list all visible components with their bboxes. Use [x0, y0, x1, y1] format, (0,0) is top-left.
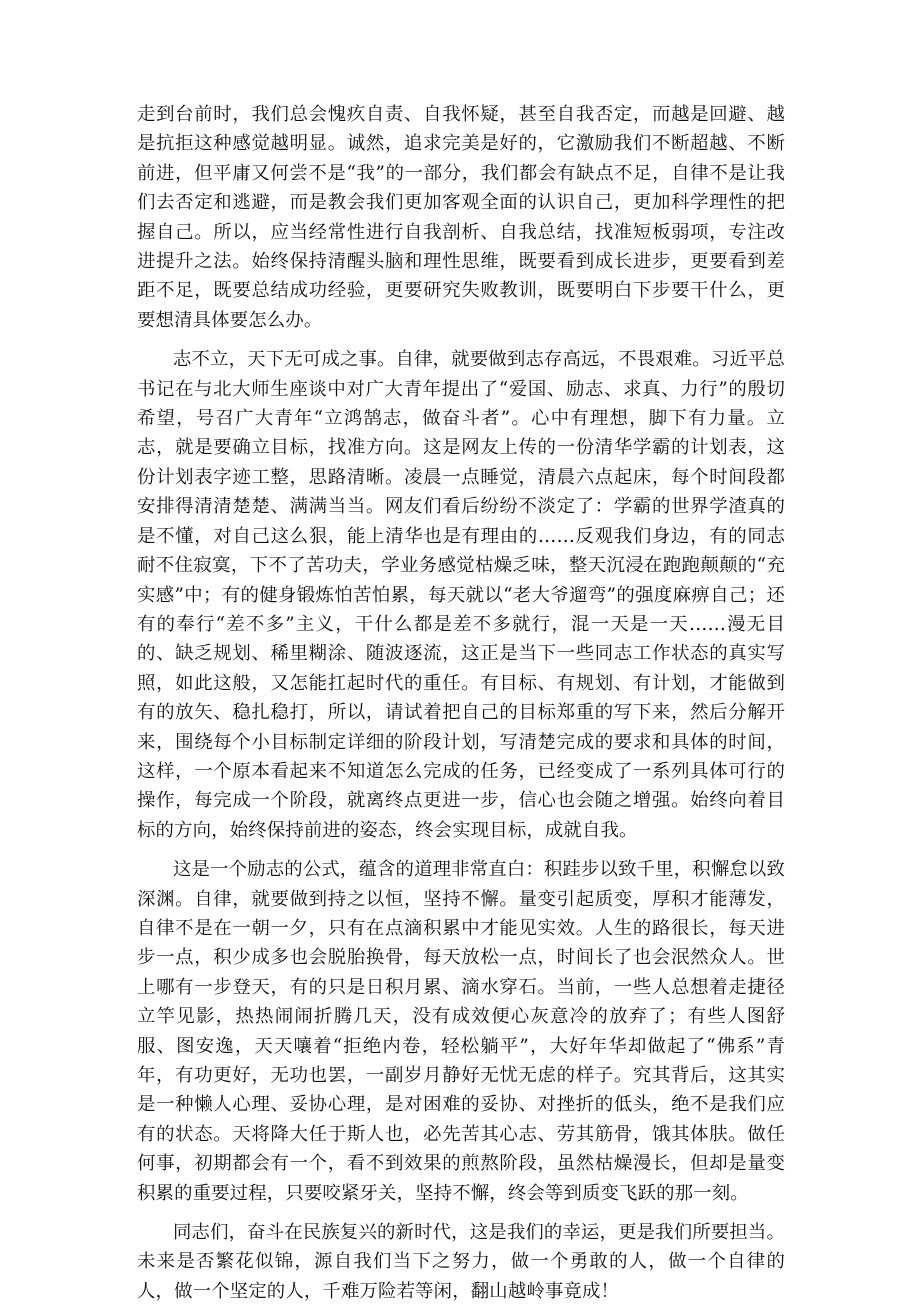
paragraph-2: 志不立，天下无可成之事。自律，就要做到志存高远，不畏艰难。习近平总书记在与北大师生座谈中对广大青年提出了“爱国、励志、求真、力行”的殷切希望，号召广大青年“立鸿鹄志，做奋斗者”。心中有理想，脚下有力量。立志，就是要确立目标，找准方向。这是网友上传的一份清华学霸的计划表，这份计划表字迹工整，思路清晰。凌晨一点睡觉，清晨六点起床，每个时间段都安排得清清楚楚、满满当当。网友们看后纷纷不淡定了：学霸的世界学渣真的是不懂，对自己这么狠，能上清华也是有理由的……反观我们身边，有的同志耐不住寂寞，下不了苦功夫，学业务感觉枯燥乏味，整天沉浸在跑跑颠颠的“充实感”中；有的健身锻炼怕苦怕累，每天就以“老大爷遛弯”的强度麻痹自己；还有的奉行“差不多”主义，干什么都是差不多就行，混一天是一天……漫无目的、缺乏规划、稀里糊涂、随波逐流，这正是当下一些同志工作状态的真实写照，如此这般，又怎能扛起时代的重任。有目标、有规划、有计划，才能做到有的放矢、稳扎稳打，所以，请试着把自己的目标郑重的写下来，然后分解开来，围绕每个小目标制定详细的阶段计划，写清楚完成的要求和具体的时间，这样，一个原本看起来不知道怎么完成的任务，已经变成了一系列具体可行的操作，每完成一个阶段，就离终点更进一步，信心也会随之增强。始终向着目标的方向，始终保持前进的姿态，终会实现目标，成就自我。	[137, 349, 785, 841]
paragraph-4: 同志们，奋斗在民族复兴的新时代，这是我们的幸运，更是我们所要担当。未来是否繁花似锦，源自我们当下之努力，做一个勇敢的人，做一个自律的人，做一个坚定的人，千难万险若等闲，翻山越岭事竟成！	[137, 1222, 785, 1302]
paragraph-1: 走到台前时，我们总会愧疚自责、自我怀疑，甚至自我否定，而越是回避、越是抗拒这种感觉越明显。诚然，追求完美是好的，它激励我们不断超越、不断前进，但平庸又何尝不是“我”的一部分，我们都会有缺点不足，自律不是让我们去否定和逃避，而是教会我们更加客观全面的认识自己，更加科学理性的把握自己。所以，应当经常性进行自我剖析、自我总结，找准短板弱项，专注改进提升之法。始终保持清醒头脑和理性思维，既要看到成长进步，更要看到差距不足，既要总结成功经验，更要研究失败教训，既要明白下步要干什么，更要想清具体要怎么办。	[137, 104, 785, 331]
paragraph-3: 这是一个励志的公式，蕴含的道理非常直白：积跬步以致千里，积懈怠以致深渊。自律，就要做到持之以恒，坚持不懈。量变引起质变，厚积才能薄发，自律不是在一朝一夕，只有在点滴积累中才能见实效。人生的路很长，每天进步一点，积少成多也会脱胎换骨，每天放松一点，时间长了也会泯然众人。世上哪有一步登天，有的只是日积月累、滴水穿石。当前，一些人总想着走捷径立竿见影，热热闹闹折腾几天，没有成效便心灰意冷的放弃了；有些人图舒服、图安逸，天天嚷着“拒绝内卷，轻松躺平”，大好年华却做起了“佛系”青年，有功更好，无功也罢，一副岁月静好无忧无虑的样子。究其背后，这其实是一种懒人心理、妥协心理，是对困难的妥协、对挫折的低头，绝不是我们应有的状态。天将降大任于斯人也，必先苦其心志、劳其筋骨，饿其体肤。做任何事，初期都会有一个，看不到效果的煎熬阶段，虽然枯燥漫长，但却是量变积累的重要过程，只要咬紧牙关，坚持不懈，终会等到质变飞跃的那一刻。	[137, 859, 785, 1204]
document-body	[137, 100, 785, 1316]
